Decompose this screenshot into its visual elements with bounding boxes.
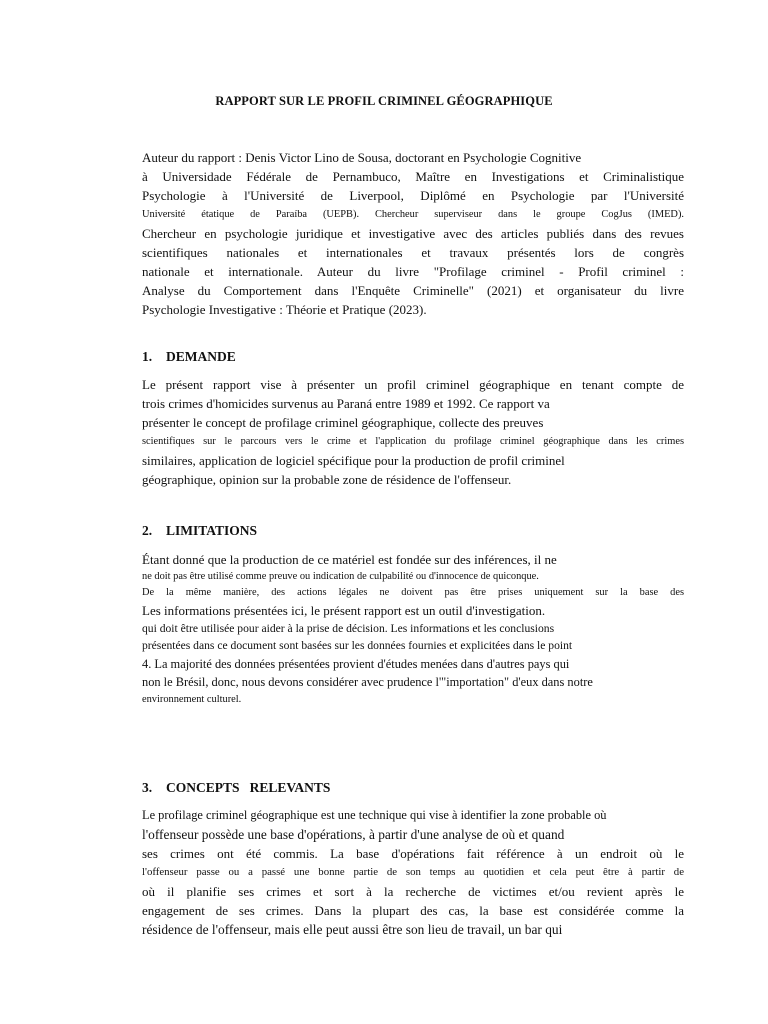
author-line: Psychologie Investigative : Théorie et Pratique (2023). xyxy=(142,302,427,317)
section-number: 1. xyxy=(142,349,153,364)
paragraph-line: Le présent rapport vise à présenter un profil criminel géographique en tenant compte de xyxy=(142,377,684,392)
paragraph-line: Le profilage criminel géographique est une technique qui vise à identifier la zone probable où xyxy=(142,808,607,822)
paragraph-line: ses crimes ont été commis. La base d'opérations fait référence à un endroit où le xyxy=(142,846,684,861)
paragraph-line: environnement culturel. xyxy=(142,694,242,705)
author-line: à Universidade Fédérale de Pernambuco, Maître en Investigations et Criminalistique xyxy=(142,169,684,184)
paragraph-line: engagement de ses crimes. Dans la plupart des cas, la base est considérée comme la xyxy=(142,903,684,918)
section-title: CONCEPTS RELEVANTS xyxy=(166,780,331,795)
paragraph-line: géographique, opinion sur la probable zone de résidence de l'offenseur. xyxy=(142,472,512,487)
section-title: DEMANDE xyxy=(166,349,236,364)
paragraph-line: scientifiques sur le parcours vers le crime et l'application du profilage criminel géographique dans les crimes xyxy=(142,436,684,447)
author-paragraph xyxy=(142,148,684,319)
paragraph-line: 4. La majorité des données présentées provient d'études menées dans d'autres pays qui xyxy=(142,657,570,671)
author-line: scientifiques nationales et internationales et travaux présentés lors de congrès xyxy=(142,245,684,260)
paragraph-line: ne doit pas être utilisé comme preuve ou indication de culpabilité ou d'innocence de quiconque. xyxy=(142,571,539,582)
demande-paragraph xyxy=(142,375,684,489)
paragraph-line: l'offenseur passe ou a passé une bonne partie de son temps au quotidien et cela peut être à partir de xyxy=(142,866,684,878)
paragraph-line: résidence de l'offenseur, mais elle peut aussi être son lieu de travail, un bar qui xyxy=(142,922,563,937)
author-line: nationale et internationale. Auteur du livre "Profilage criminel - Profil criminel : xyxy=(142,264,684,279)
report-title: RAPPORT SUR LE PROFIL CRIMINEL GÉOGRAPHIQUE xyxy=(215,94,553,108)
paragraph-line: Étant donné que la production de ce matériel est fondée sur des inférences, il ne xyxy=(142,552,557,567)
section-number: 2. xyxy=(142,523,153,538)
author-line: Auteur du rapport : Denis Victor Lino de Sousa, doctorant en Psychologie Cognitive xyxy=(142,150,582,165)
author-line: Université étatique de Paraíba (UEPB). Chercheur superviseur dans le groupe CogJus (IMED). xyxy=(142,209,684,220)
concepts-paragraph xyxy=(142,806,684,939)
section-heading-limitations xyxy=(142,523,257,539)
section-number: 3. xyxy=(142,780,153,795)
paragraph-line: trois crimes d'homicides survenus au Paraná entre 1989 et 1992. Ce rapport va xyxy=(142,396,550,411)
paragraph-line: Les informations présentées ici, le présent rapport est un outil d'investigation. xyxy=(142,603,546,618)
section-heading-demande xyxy=(142,349,236,365)
author-line: Analyse du Comportement dans l'Enquête Criminelle" (2021) et organisateur du livre xyxy=(142,283,684,298)
paragraph-line: De la même manière, des actions légales ne doivent pas être prises uniquement sur la base des xyxy=(142,587,684,598)
paragraph-line: non le Brésil, donc, nous devons considérer avec prudence l'"importation" d'eux dans notre xyxy=(142,675,593,689)
paragraph-line: qui doit être utilisée pour aider à la prise de décision. Les informations et les conclusions xyxy=(142,622,555,635)
section-title: LIMITATIONS xyxy=(166,523,258,538)
paragraph-line: où il planifie ses crimes et sort à la recherche de victimes et/ou revient après le xyxy=(142,884,684,899)
paragraph-line: présentées dans ce document sont basées sur les données fournies et explicitées dans le point xyxy=(142,639,573,652)
paragraph-line: présenter le concept de profilage criminel géographique, collecte des preuves xyxy=(142,415,544,430)
author-line: Chercheur en psychologie juridique et investigative avec des articles publiés dans des revues xyxy=(142,226,684,241)
author-line: Psychologie à l'Université de Liverpool, Diplômé en Psychologie par l'Université xyxy=(142,188,684,203)
limitations-paragraph xyxy=(142,550,684,709)
section-heading-concepts xyxy=(142,780,330,796)
paragraph-line: l'offenseur possède une base d'opérations, à partir d'une analyse de où et quand xyxy=(142,827,565,842)
paragraph-line: similaires, application de logiciel spécifique pour la production de profil criminel xyxy=(142,453,565,468)
